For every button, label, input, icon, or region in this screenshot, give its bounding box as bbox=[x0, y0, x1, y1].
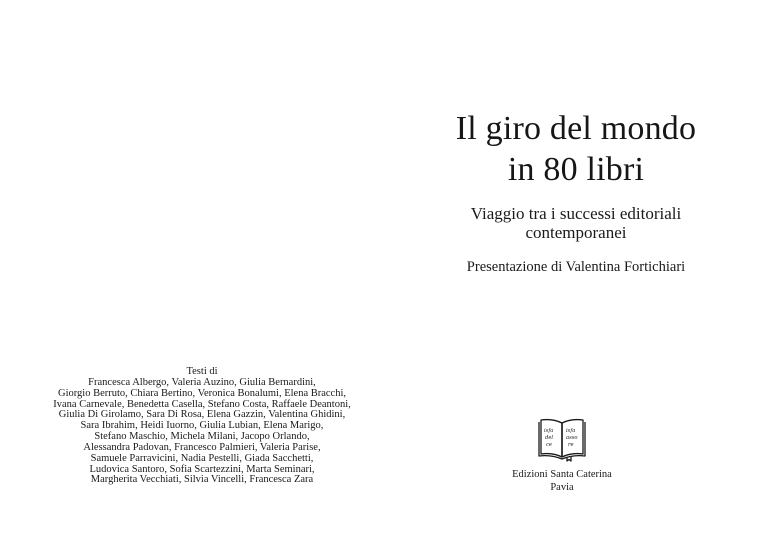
credits-line: Sara Ibrahim, Heidi Iuorno, Giulia Lubian, Elena Marigo, bbox=[80, 420, 324, 432]
publisher-city: Pavia bbox=[550, 481, 574, 493]
credits-line: Alessandra Padovan, Francesco Palmieri, Valeria Parise, bbox=[83, 441, 321, 453]
credits-line: Francesca Albergo, Valeria Auzino, Giulia Bernardini, bbox=[88, 376, 316, 388]
book-subtitle bbox=[384, 204, 768, 242]
subtitle-line: contemporanei bbox=[525, 223, 627, 242]
book-title bbox=[384, 108, 768, 190]
credits-heading: Testi di bbox=[186, 366, 218, 377]
credits-line: Giorgio Berruto, Chiara Bertino, Veronica Bonalumi, Elena Bracchi, bbox=[58, 387, 346, 399]
title-line: in 80 libri bbox=[507, 151, 645, 188]
presentation-credit: Presentazione di Valentina Fortichiari bbox=[466, 259, 686, 275]
right-page bbox=[384, 0, 768, 543]
logo-text: isfa bbox=[544, 428, 554, 434]
credits-line: Giulia Di Girolamo, Sara Di Rosa, Elena Gazzin, Valentina Ghidini, bbox=[58, 409, 346, 421]
credits-line: Stefano Maschio, Michela Milani, Jacopo Orlando, bbox=[94, 431, 310, 443]
contributors-credits bbox=[0, 367, 404, 486]
logo-text: isfa bbox=[566, 428, 576, 434]
logo-text: asso bbox=[566, 435, 578, 441]
title-line: Il giro del mondo bbox=[455, 110, 697, 147]
publisher-imprint bbox=[384, 469, 740, 494]
credits-line: Margherita Vecchiati, Silvia Vincelli, Francesca Zara bbox=[90, 474, 314, 486]
credits-line: Ivana Carnevale, Benedetta Casella, Stefano Costa, Raffaele Deantoni, bbox=[53, 398, 351, 410]
subtitle-line: Viaggio tra i successi editoriali bbox=[470, 204, 682, 223]
logo-text: re bbox=[568, 442, 574, 448]
publisher-name: Edizioni Santa Caterina bbox=[512, 469, 612, 480]
credits-line: Samuele Parravicini, Nadia Pestelli, Giada Sacchetti, bbox=[90, 452, 314, 464]
credits-line: Ludovica Santoro, Sofia Scartezzini, Marta Seminari, bbox=[89, 463, 315, 475]
open-book-icon bbox=[536, 414, 588, 462]
logo-text: ce bbox=[546, 442, 552, 448]
logo-text: del bbox=[545, 435, 554, 441]
